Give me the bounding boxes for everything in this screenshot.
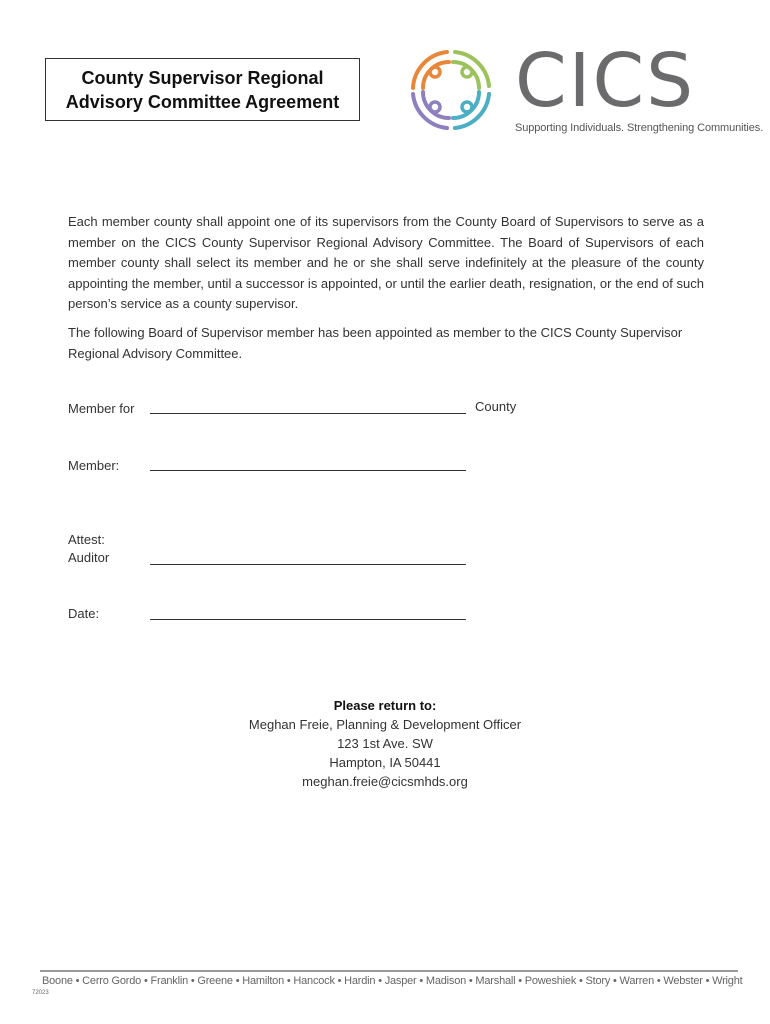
return-heading: Please return to:	[333, 698, 437, 713]
footer-county-list: Boone • Cerro Gordo • Franklin • Greene • Hamilton • Hancock • Hardin • Jasper • Madison • Marshall • Poweshiek • Story • Warren • Webster • Wright	[42, 975, 743, 987]
date-field[interactable]	[150, 619, 466, 620]
attest-label: Attest:	[68, 532, 105, 547]
date-label: Date:	[68, 606, 100, 621]
appointment-paragraph: The following Board of Supervisor member has been appointed as member to the CICS County Supervisor Regional Advisory Committee.	[68, 325, 683, 361]
return-street: 123 1st Ave. SW	[337, 736, 433, 751]
cics-logo	[405, 38, 764, 144]
logo-wordmark: CICS	[515, 38, 696, 124]
return-city: Hampton, IA 50441	[329, 755, 441, 770]
auditor-signature-field[interactable]	[150, 564, 466, 565]
member-for-county-field[interactable]	[150, 413, 466, 414]
title-line-2: Advisory Committee Agreement	[65, 91, 340, 112]
cics-circle-people-icon	[405, 44, 497, 136]
member-label: Member:	[68, 458, 120, 473]
return-email: meghan.freie@cicsmhds.org	[302, 774, 468, 789]
county-label: County	[475, 399, 517, 414]
footer-form-code: 72023	[32, 990, 49, 996]
document-title-box	[45, 58, 360, 121]
member-name-field[interactable]	[150, 470, 466, 471]
title-line-1: County Supervisor Regional	[81, 67, 324, 88]
return-name-title: Meghan Freie, Planning & Development Officer	[248, 717, 522, 732]
intro-paragraph: Each member county shall appoint one of its supervisors from the County Board of Supervisors to serve as a member on the CICS County Supervisor Regional Advisory Committee. The Board of Supervisors of each member county shall select its member and he or she shall serve indefinitely at the pleasure of the county appointing the member, until a successor is appointed, or until the earlier death, resignation, or the end of such person’s service as a county supervisor.	[68, 214, 704, 311]
logo-tagline: Supporting Individuals. Strengthening Communities.	[515, 122, 764, 134]
member-for-label: Member for	[68, 401, 135, 416]
return-address-block	[150, 696, 620, 791]
auditor-label: Auditor	[68, 550, 110, 565]
footer-divider	[40, 970, 738, 972]
